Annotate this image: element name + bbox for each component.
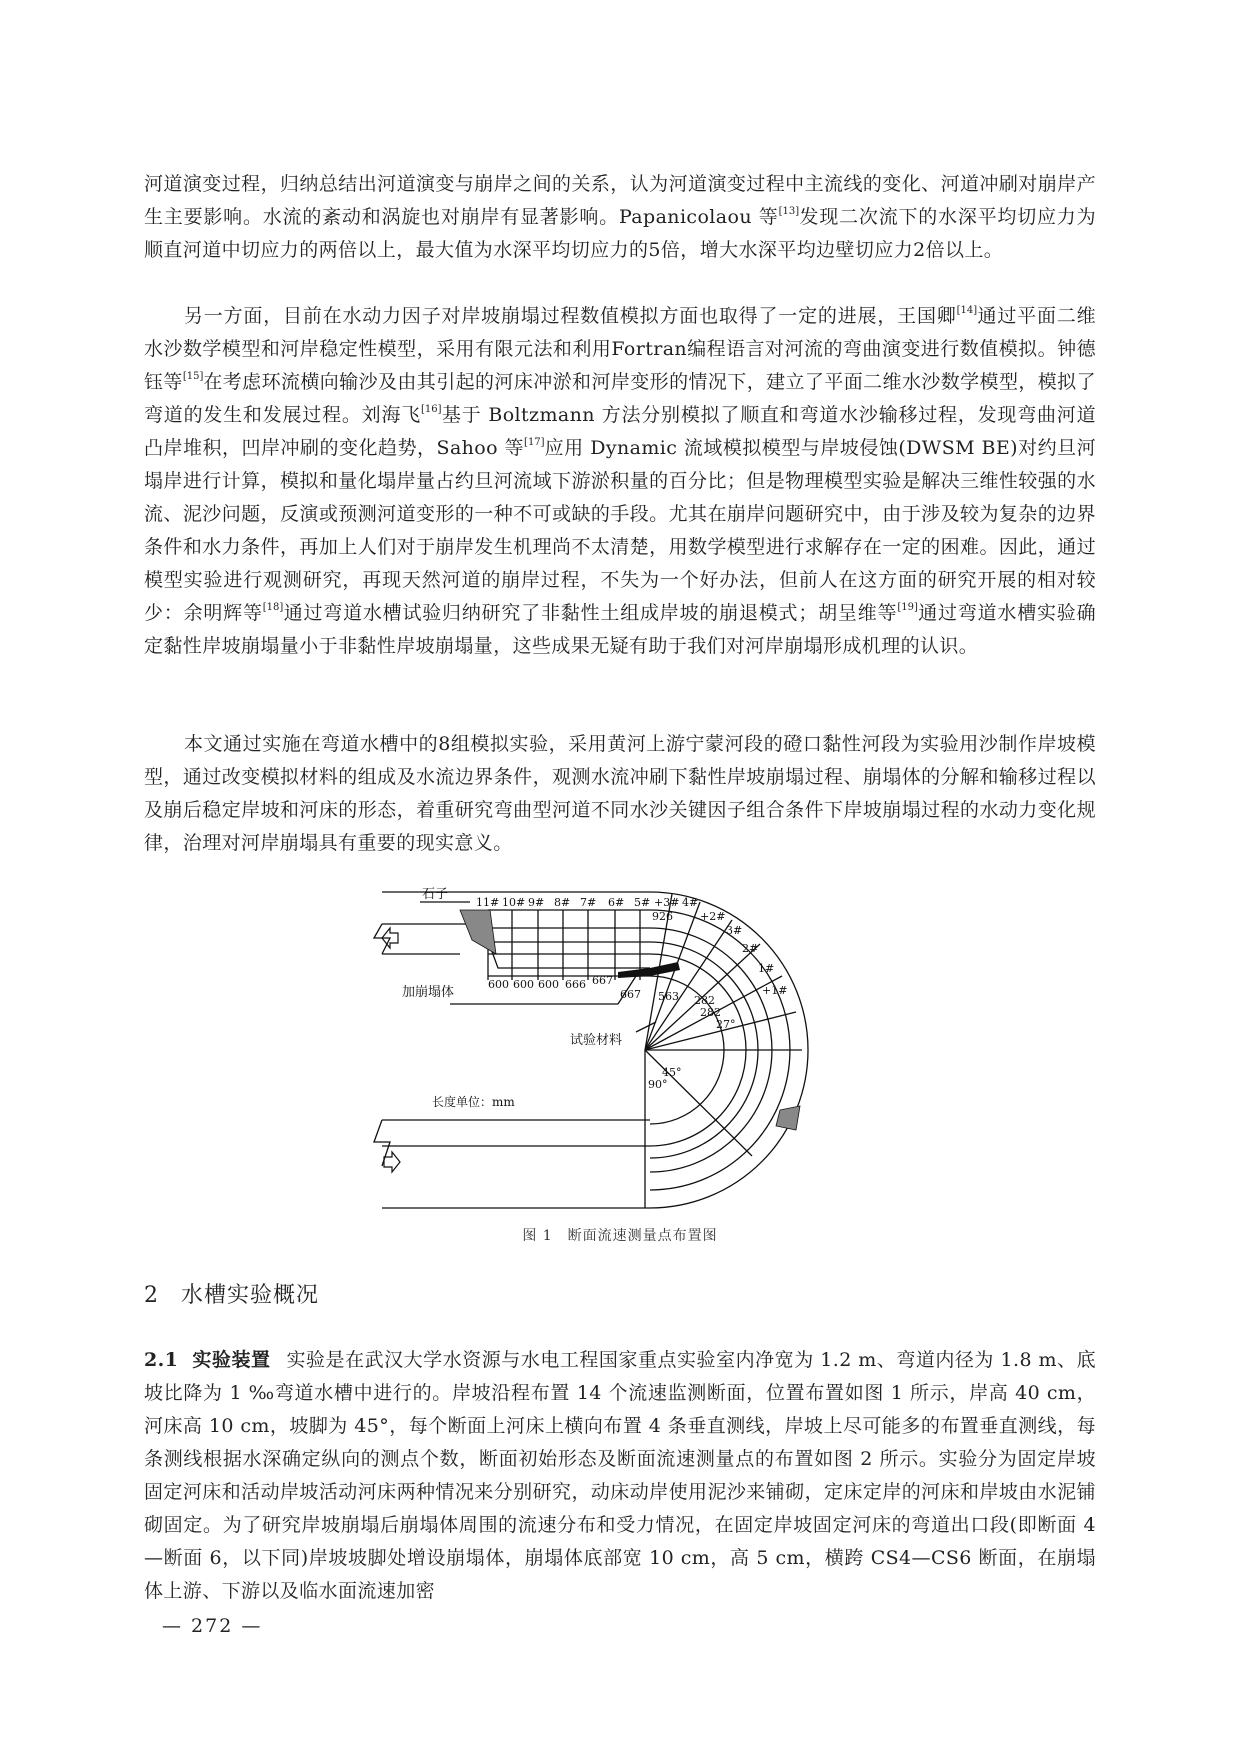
paragraph-1: 河道演变过程，归纳总结出河道演变与崩岸之间的关系，认为河道演变过程中主流线的变化、河道冲刷对崩岸产生主要影响。水流的紊动和涡旋也对崩岸有显著影响。Papanicolaou 等[13]发现二次流下的水深平均切应力为顺直河道中切应力的两倍以上，最大值为水深平均切应力的5倍，增大水深平均边壁切应力2倍以上。 [144,173,1096,261]
dimension-label: 282 [694,994,715,1007]
section-label: 2# [742,942,759,955]
figure-flume-layout [360,880,880,1210]
section-number: 2 [144,1283,159,1308]
section-label: 8# [554,896,571,909]
label-stone: 石子 [422,887,449,902]
section-heading [144,1278,319,1309]
break-symbol-top [374,924,390,954]
section-label: 4# [682,896,699,909]
section-label: 7# [580,896,597,909]
section-label: +2# [700,910,726,923]
section-label: 11# [476,896,500,909]
section-label: +1# [762,984,788,997]
collapse-body [618,962,680,978]
paragraph-4: 2.1 实验装置 实验是在武汉大学水资源与水电工程国家重点实验室内净宽为 1.2 m、弯道内径为 1.8 m、底坡比降为 1 ‰弯道水槽中进行的。岸坡沿程布置 14 个流速监测断面，位置布置如图 1 所示，岸高 40 cm，河床高 10 cm，坡脚为 45°，每个断面上河床上横向布置 4 条垂直测线，岸坡上尽可能多的布置垂直测线，每条测线根据水深确定纵向的测点个数，断面初始形态及断面流速测量点的布置如图 2 所示。实验分为固定岸坡固定河床和活动岸坡活动河床两种情况来分别研究，动床动岸使用泥沙来铺砌，定床定岸的河床和岸坡由水泥铺砌固定。为了研究岸坡崩塌后崩塌体周围的流速分布和受力情况，在固定岸坡固定河床的弯道出口段(即断面 4—断面 6，以下同)岸坡坡脚处增设崩塌体，崩塌体底部宽 10 cm，高 5 cm，横跨 CS4—CS6 断面，在崩塌体上游、下游以及临水面流速加密 [144,1349,1096,1602]
section-label: 9# [528,896,545,909]
break-symbol-bottom [374,1120,390,1166]
section-label: 6# [608,896,625,909]
section-label: 10# [502,896,526,909]
flow-arrow-lower-icon [384,1152,400,1172]
dimension-label: 563 [658,990,679,1003]
dimension-label: 666 [565,978,586,991]
figure-caption: 图 1 断面流速测量点布置图 [522,1228,718,1244]
page-number: — 272 — [162,1615,263,1637]
subsection-number: 2.1 [144,1349,179,1371]
flume-diagram [360,880,880,1210]
section-label: 3# [726,924,743,937]
section-label: 5# [634,896,651,909]
dimension-label: 45° [662,1066,682,1079]
label-length-unit: 长度单位：mm [432,1095,515,1109]
dimension-label: 667 [592,974,613,987]
dimension-label: 926 [652,910,673,923]
section-label: 1# [758,962,775,975]
dimension-label: 282 [700,1006,721,1019]
dimension-label: 667 [620,988,641,1001]
label-added-collapse: 加崩塌体 [402,985,455,1000]
dimension-label: 600 [513,978,534,991]
section-label: +3# [654,896,680,909]
subsection-title: 实验装置 [192,1349,271,1371]
dimension-label: 90° [648,1078,668,1091]
stone-fill-upper [460,910,496,954]
label-test-material: 试验材料 [570,1033,623,1048]
paragraph-3: 本文通过实施在弯道水槽中的8组模拟实验，采用黄河上游宁蒙河段的磴口黏性河段为实验用沙制作岸坡模型，通过改变模拟材料的组成及水流边界条件，观测水流冲刷下黏性岸坡崩塌过程、崩塌体的分解和输移过程以及崩后稳定岸坡和河床的形态，着重研究弯曲型河道不同水沙关键因子组合条件下岸坡崩塌过程的水动力变化规律，治理对河岸崩塌具有重要的现实意义。 [144,733,1096,854]
paragraph-2: 另一方面，目前在水动力因子对岸坡崩塌过程数值模拟方面也取得了一定的进展，王国卿[14]通过平面二维水沙数学模型和河岸稳定性模型，采用有限元法和利用Fortran编程语言对河流的弯曲演变进行数值模拟。钟德钰等[15]在考虑环流横向输沙及由其引起的河床冲淤和河岸变形的情况下，建立了平面二维水沙数学模型，模拟了弯道的发生和发展过程。刘海飞[16]基于 Boltzmann 方法分别模拟了顺直和弯道水沙输移过程，发现弯曲河道凸岸堆积，凹岸冲刷的变化趋势，Sahoo 等[17]应用 Dynamic 流域模拟模型与岸坡侵蚀(DWSM BE)对约旦河塌岸进行计算，模拟和量化塌岸量占约旦河流域下游淤积量的百分比；但是物理模型实验是解决三维性较强的水流、泥沙问题，反演或预测河道变形的一种不可或缺的手段。尤其在崩岸问题研究中，由于涉及较为复杂的边界条件和水力条件，再加上人们对于崩岸发生机理尚不太清楚，用数学模型进行求解存在一定的困难。因此，通过模型实验进行观测研究，再现天然河道的崩岸过程，不失为一个好办法，但前人在这方面的研究开展的相对较少：余明辉等[18]通过弯道水槽试验归纳研究了非黏性土组成岸坡的崩退模式；胡呈维等[19]通过弯道水槽实验确定黏性岸坡崩塌量小于非黏性岸坡崩塌量，这些成果无疑有助于我们对河岸崩塌形成机理的认识。 [144,305,1097,657]
section-title: 水槽实验概况 [181,1283,320,1308]
dimension-label: 600 [488,978,509,991]
stone-fill-lower [776,1106,800,1130]
dimension-label: 600 [538,978,559,991]
dimension-label: 27° [716,1018,736,1031]
